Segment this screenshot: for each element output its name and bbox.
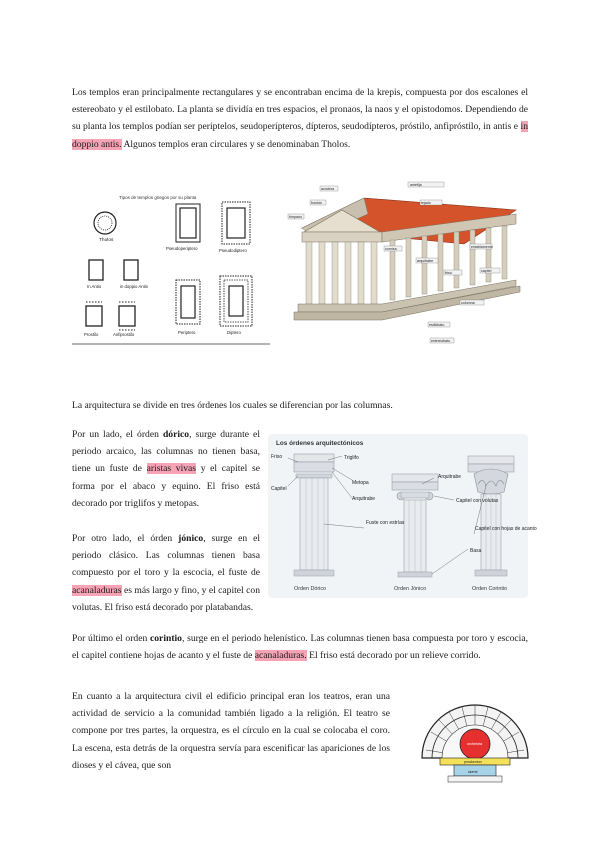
plans-title: Tipos de templos griegos por su planta xyxy=(119,195,197,200)
doric-paragraph: Por un lado, el órden dórico, surge durante el periodo arcaico, las columnas no tienen basa, tiene un fuste de aristas vivas y el capitel se forma por el abaco y equino. El friso está decorado por triglifos y metopas. xyxy=(72,429,260,509)
plan-label: Tholos xyxy=(99,238,114,243)
plan-label: Anfiprostilo xyxy=(113,332,135,337)
order-label: Arquitrabe xyxy=(438,474,462,480)
highlight: in doppio antis. xyxy=(72,121,528,150)
temple-label: columna xyxy=(461,301,475,305)
plan-label: Periptero xyxy=(178,330,196,335)
orders-figure xyxy=(268,434,537,598)
orders-intro: La arquitectura se divide en tres órdenes los cuales se diferencian por las columnas. xyxy=(72,400,393,411)
temple-label: estereóbato xyxy=(431,339,450,343)
plan-label: In Antis xyxy=(87,284,102,289)
highlight: acanaladuras xyxy=(72,584,122,596)
order-caption: Orden Jónico xyxy=(394,586,427,592)
order-label: Capitel xyxy=(271,486,287,492)
temple-label: friso xyxy=(445,271,452,275)
order-caption: Orden Corintio xyxy=(472,586,508,592)
theatre-label: proskenion xyxy=(464,760,482,764)
temple-label: capitel xyxy=(481,269,492,273)
intro-paragraph: Los templos eran principalmente rectangulares y se encontraban encima de la krepis, compuesta por dos escalones el estereobato y el estilobato. La planta se dividía en tres espacios, el pronaos, la naos y el opistodomos. Dependiendo de su planta los templos podían ser períptelos, seudoperípteros, dípteros, seudodípteros, próstilo, anfipróstilo, in antis e in doppio antis. Algunos templos eran circulares y se denominaban Tholos. xyxy=(72,87,528,150)
highlight: acanaladuras. xyxy=(254,650,307,662)
theatre-plan xyxy=(418,672,532,788)
corinthian-paragraph: Por último el orden corintio, surge en el periodo helenístico. Las columnas tienen basa compuesta por toro y escocia, el capitel contiene hojas de acanto y el fuste de acanaladuras. El friso está decorado por un relieve corrido. xyxy=(72,633,528,662)
order-caption: Orden Dórico xyxy=(294,586,327,592)
temple-label: tejado xyxy=(421,201,431,205)
temple-label: frontón xyxy=(311,201,323,205)
order-label: Friso xyxy=(271,454,283,460)
temple-label: arquitrabe xyxy=(417,259,434,263)
orders-title: Los órdenes arquitectónicos xyxy=(276,440,364,447)
temple-label: tímpano xyxy=(289,215,302,219)
plan-label: Diptero xyxy=(227,330,241,335)
order-label: Fuste con estrías xyxy=(366,520,405,526)
highlight: aristas vivas xyxy=(146,463,197,475)
order-label: Capitel con volutas xyxy=(456,498,499,504)
theatre-label: orchestra xyxy=(467,742,482,746)
theatre-label: skené xyxy=(468,770,478,774)
order-label: Arquitrabe xyxy=(352,496,376,502)
order-label: Basa xyxy=(470,548,482,554)
temple-illustration xyxy=(284,180,528,362)
civil-paragraph: En cuanto a la arquitectura civil el edificio principal eran los teatros, eran una actividad de servicio a la comunidad también ligado a la religión. El teatro se compone por tres partes, la orquestra, es el círculo en la cual se colocaba el coro. La escena, esta detrás de la orquestra servía para escenificar las apariciones de los dioses y el cávea, que son xyxy=(72,691,390,771)
plan-label: in doppio Antis xyxy=(120,284,148,289)
order-label: Capitel con hojas de acanto xyxy=(475,526,537,532)
temple-label: estilóbato xyxy=(429,323,445,327)
plan-label: Pseudodiptero xyxy=(219,248,247,253)
doric-column xyxy=(294,454,334,576)
ionic-paragraph: Por otro lado, el órden jónico, surge en el periodo clásico. Las columnas tienen basa compuesto por el toro y la escocia, el fuste de acanaladuras es más largo y fino, y el capitel con volutas. El friso está decorado por platabandas. xyxy=(72,533,260,613)
temple-label: entablamento xyxy=(471,245,493,249)
temple-label: cornisa xyxy=(385,247,397,251)
order-label: Triglifo xyxy=(344,455,359,461)
temple-label: antefija xyxy=(410,183,422,187)
temple-label: acrotera xyxy=(321,187,335,191)
plan-label: Prostilo xyxy=(84,332,99,337)
order-label: Metopa xyxy=(352,480,369,486)
plan-label: Pseudoperiptero xyxy=(166,246,198,251)
temple-plans-figure xyxy=(72,188,270,346)
